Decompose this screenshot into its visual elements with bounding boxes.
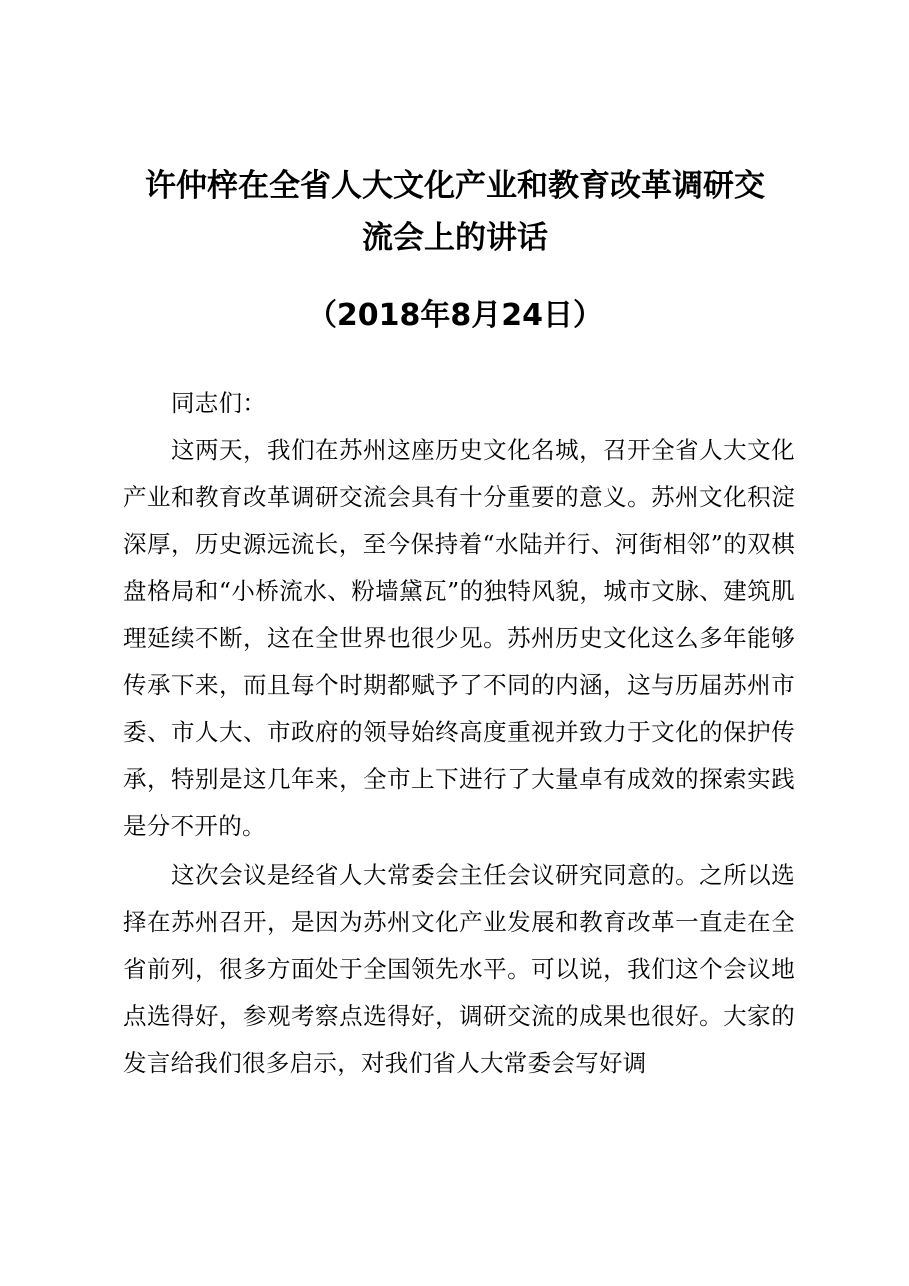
paragraph-1: 这两天，我们在苏州这座历史文化名城，召开全省人大文化产业和教育改革调研交流会具有十分重要的意义。苏州文化积淀深厚，历史源远流长，至今保持着“水陆并行、河街相邻”的双棋盘格局和“小桥流水、粉墙黛瓦”的独特风貌，城市文脉、建筑肌理延续不断，这在全世界也很少见。苏州历史文化这么多年能够传承下来，而且每个时期都赋予了不同的内涵，这与历届苏州市委、市人大、市政府的领导始终高度重视并致力于文化的保护传承，特别是这几年来，全市上下进行了大量卓有成效的探索实践是分不开的。: [123, 436, 795, 840]
paragraph-2: 这次会议是经省人大常委会主任会议研究同意的。之所以选择在苏州召开，是因为苏州文化产业发展和教育改革一直走在全省前列，很多方面处于全国领先水平。可以说，我们这个会议地点选得好，参观考察点选得好，调研交流的成果也很好。大家的发言给我们很多启示，对我们省人大常委会写好调: [123, 861, 795, 1077]
document-title-line-1: 许仲梓在全省人大文化产业和教育改革调研交: [145, 168, 765, 204]
document-title-line-2: 流会上的讲话: [362, 220, 548, 256]
document-date: （2018年8月24日）: [306, 298, 604, 333]
salutation: 同志们：: [171, 389, 267, 417]
